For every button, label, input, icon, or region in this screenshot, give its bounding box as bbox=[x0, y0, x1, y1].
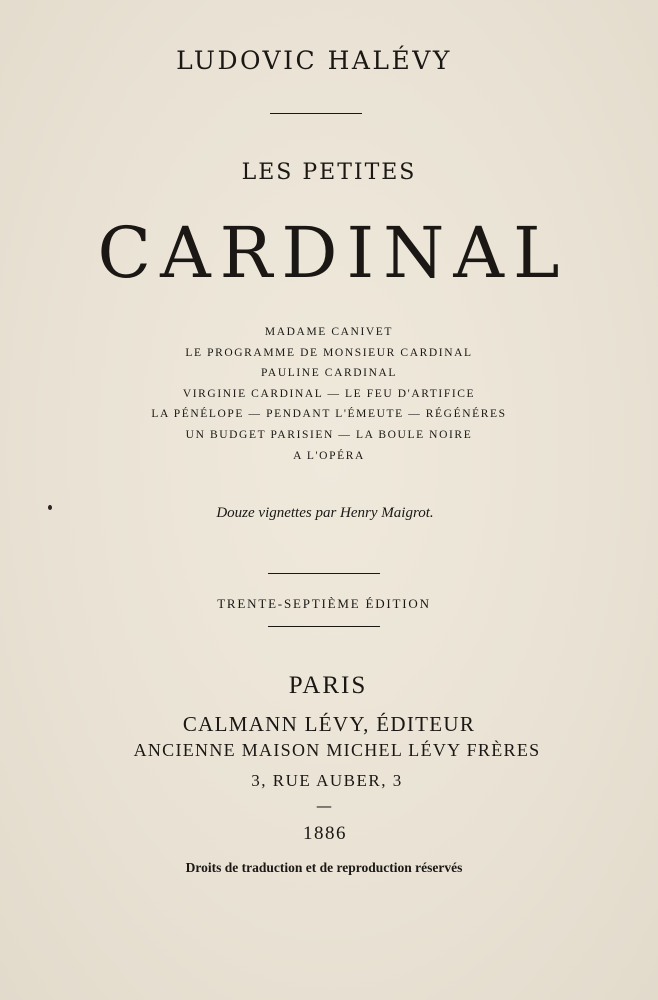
imprint-year: 1886 bbox=[303, 823, 347, 844]
contents-item: MADAME CANIVET bbox=[264, 326, 394, 338]
contents-item: UN BUDGET PARISIEN — LA BOULE NOIRE bbox=[185, 429, 473, 441]
rule-under-author bbox=[270, 113, 362, 114]
imprint-dash: — bbox=[316, 796, 332, 815]
contents-item: LA PÉNÉLOPE — PENDANT L'ÉMEUTE — RÉGÉNÉRES bbox=[151, 408, 507, 420]
rule-above-edition bbox=[268, 573, 380, 574]
pretitle: LES PETITES bbox=[241, 160, 417, 185]
imprint-house: ANCIENNE MAISON MICHEL LÉVY FRÈRES bbox=[133, 740, 541, 760]
illustration-credit: Douze vignettes par Henry Maigrot. bbox=[216, 505, 434, 521]
rights-notice: Droits de traduction et de reproduction réservés bbox=[185, 860, 463, 875]
contents-item: A L'OPÉRA bbox=[293, 450, 365, 462]
imprint-address: 3, RUE AUBER, 3 bbox=[251, 771, 403, 790]
imprint-publisher: CALMANN LÉVY, ÉDITEUR bbox=[182, 712, 476, 736]
imprint-city: PARIS bbox=[288, 672, 368, 699]
author-name: LUDOVIC HALÉVY bbox=[176, 46, 452, 75]
rule-below-edition bbox=[268, 626, 380, 627]
edition-statement: TRENTE-SEPTIÈME ÉDITION bbox=[217, 596, 431, 611]
contents-item: LE PROGRAMME DE MONSIEUR CARDINAL bbox=[185, 347, 473, 359]
book-title: CARDINAL bbox=[97, 212, 569, 294]
contents-item: VIRGINIE CARDINAL — LE FEU D'ARTIFICE bbox=[182, 388, 476, 400]
contents-item: PAULINE CARDINAL bbox=[260, 367, 398, 379]
